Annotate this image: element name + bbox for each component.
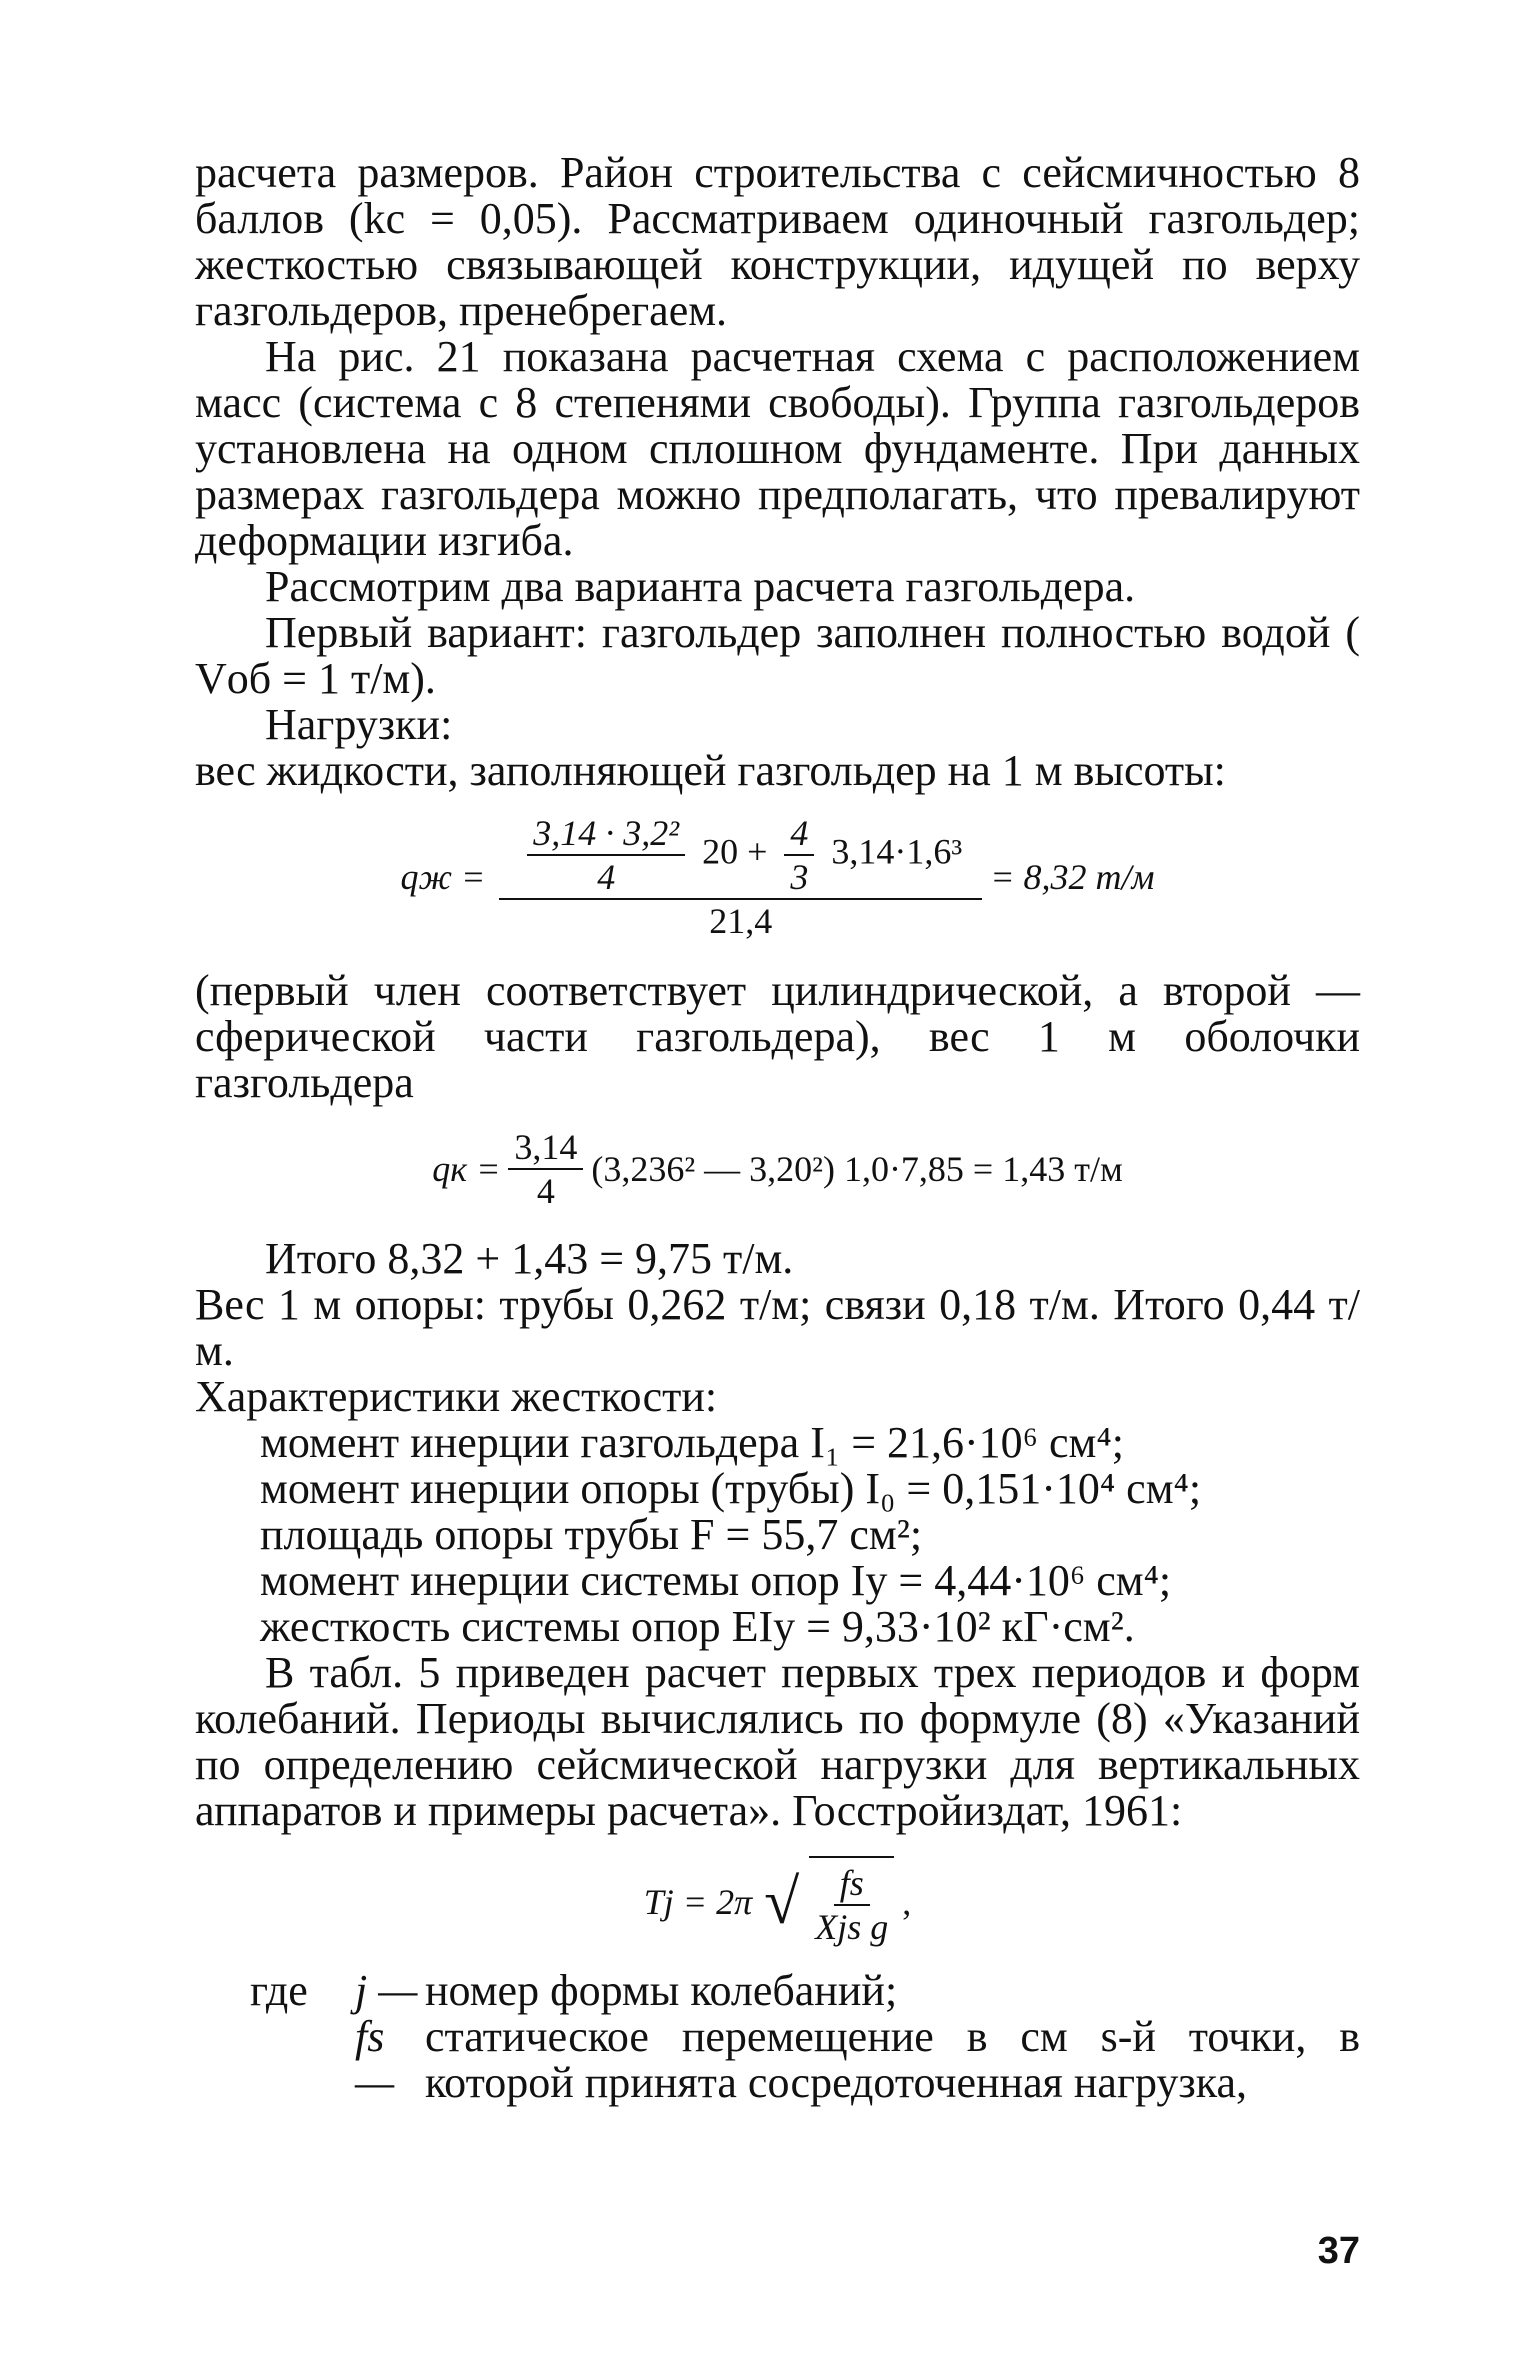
body-text (195, 150, 1360, 2106)
stiffness-item: жесткость системы опор EIу = 9,33·10² кГ·см². (260, 1602, 1135, 1651)
formula2-denominator: 4 (536, 1171, 555, 1211)
formula1-frac-b-den: 3 (790, 857, 809, 897)
formula-period (195, 1856, 1360, 1948)
paragraph-8: Итого 8,32 + 1,43 = 9,75 т/м. (265, 1234, 794, 1283)
formula2-fraction (508, 1126, 583, 1212)
formula3-lhs: Tj = 2π (643, 1882, 753, 1922)
formula1-frac-a (527, 812, 685, 898)
formula1-mid: 20 + (702, 831, 768, 872)
sqrt-icon: √ (764, 1866, 800, 1937)
formula2-lhs: qк = (432, 1149, 501, 1189)
where-definition: статическое перемещение в см s-й точки, в которой принята сосредоточенная нагрузка, (425, 2012, 1360, 2107)
where-row (195, 1968, 1360, 2014)
formula2-numerator: 3,14 (508, 1126, 583, 1170)
formula3-denominator: Xjs g (815, 1907, 889, 1947)
paragraph-2: На рис. 21 показана расчетная схема с расположением масс (система с 8 степенями свободы). Группа газгольдеров установлена на одном сплошном фундаменте. При данных размерах газгольдера можно предполагать, что превалируют деформации изгиба. (195, 332, 1360, 565)
formula-liquid-weight (195, 812, 1360, 942)
page-number: 37 (1317, 2230, 1360, 2272)
formula3-tail: , (902, 1882, 912, 1922)
paragraph-4: Первый вариант: газгольдер заполнен полностью водой ( Vоб = 1 т/м). (195, 608, 1360, 703)
paragraph-5: Нагрузки: (265, 700, 453, 749)
formula1-lhs: qж = (400, 857, 486, 897)
paragraph-10: Характеристики жесткости: (195, 1372, 718, 1421)
formula1-frac-a-den: 4 (597, 857, 616, 897)
formula1-tail: 3,14·1,6³ (831, 831, 963, 872)
where-symbol: j — (355, 1966, 418, 2015)
paragraph-9: Вес 1 м опоры: трубы 0,262 т/м; связи 0,18 т/м. Итого 0,44 т/м. (195, 1280, 1360, 1375)
stiffness-item: момент инерции газгольдера I₁ = 21,6·10⁶ см⁴; (260, 1418, 1124, 1467)
formula1-frac-a-num: 3,14 · 3,2² (527, 812, 685, 856)
formula1-rhs: = 8,32 т/м (990, 857, 1155, 897)
paragraph-1: расчета размеров. Район строительства с сейсмичностью 8 баллов (kс = 0,05). Рассматриваем одиночный газгольдер; жесткостью связывающей конструкции, идущей по верху газгольдеров, пренебрегаем. (195, 148, 1360, 335)
stiffness-list (195, 1420, 1360, 1650)
where-symbol: fs — (355, 2012, 395, 2107)
formula1-main-fraction (499, 812, 982, 942)
paragraph-7: (первый член соответствует цилиндрической, а второй — сферической части газгольдера), вес 1 м оболочки газгольдера (195, 966, 1360, 1107)
where-block (195, 1968, 1360, 2106)
formula3-fraction (809, 1856, 894, 1948)
paragraph-11: В табл. 5 приведен расчет первых трех периодов и форм колебаний. Периоды вычислялись по формуле (8) «Указаний по определению сейсмической нагрузки для вертикальных аппаратов и примеры расчета». Госстройиздат, 1961: (195, 1648, 1360, 1835)
formula1-frac-b-num: 4 (784, 812, 814, 856)
stiffness-item: момент инерции опоры (трубы) I₀ = 0,151·10⁴ см⁴; (260, 1464, 1202, 1513)
formula1-numerator (499, 812, 982, 900)
stiffness-item: площадь опоры трубы F = 55,7 см²; (260, 1510, 923, 1559)
where-row (195, 2014, 1360, 2106)
formula2-rhs: (3,236² — 3,20²) 1,0·7,85 = 1,43 т/м (591, 1149, 1123, 1189)
formula1-frac-b (784, 812, 814, 898)
stiffness-item: момент инерции системы опор Iу = 4,44·10⁶ см⁴; (260, 1556, 1172, 1605)
formula3-numerator: fs (834, 1862, 870, 1906)
formula-shell-weight (195, 1126, 1360, 1212)
paragraph-3: Рассмотрим два варианта расчета газгольдера. (265, 562, 1136, 611)
where-label: где (250, 1966, 308, 2015)
formula1-denominator: 21,4 (709, 901, 773, 941)
where-definition: номер формы колебаний; (425, 1966, 898, 2015)
paragraph-6: вес жидкости, заполняющей газгольдер на 1 м высоты: (195, 746, 1226, 795)
